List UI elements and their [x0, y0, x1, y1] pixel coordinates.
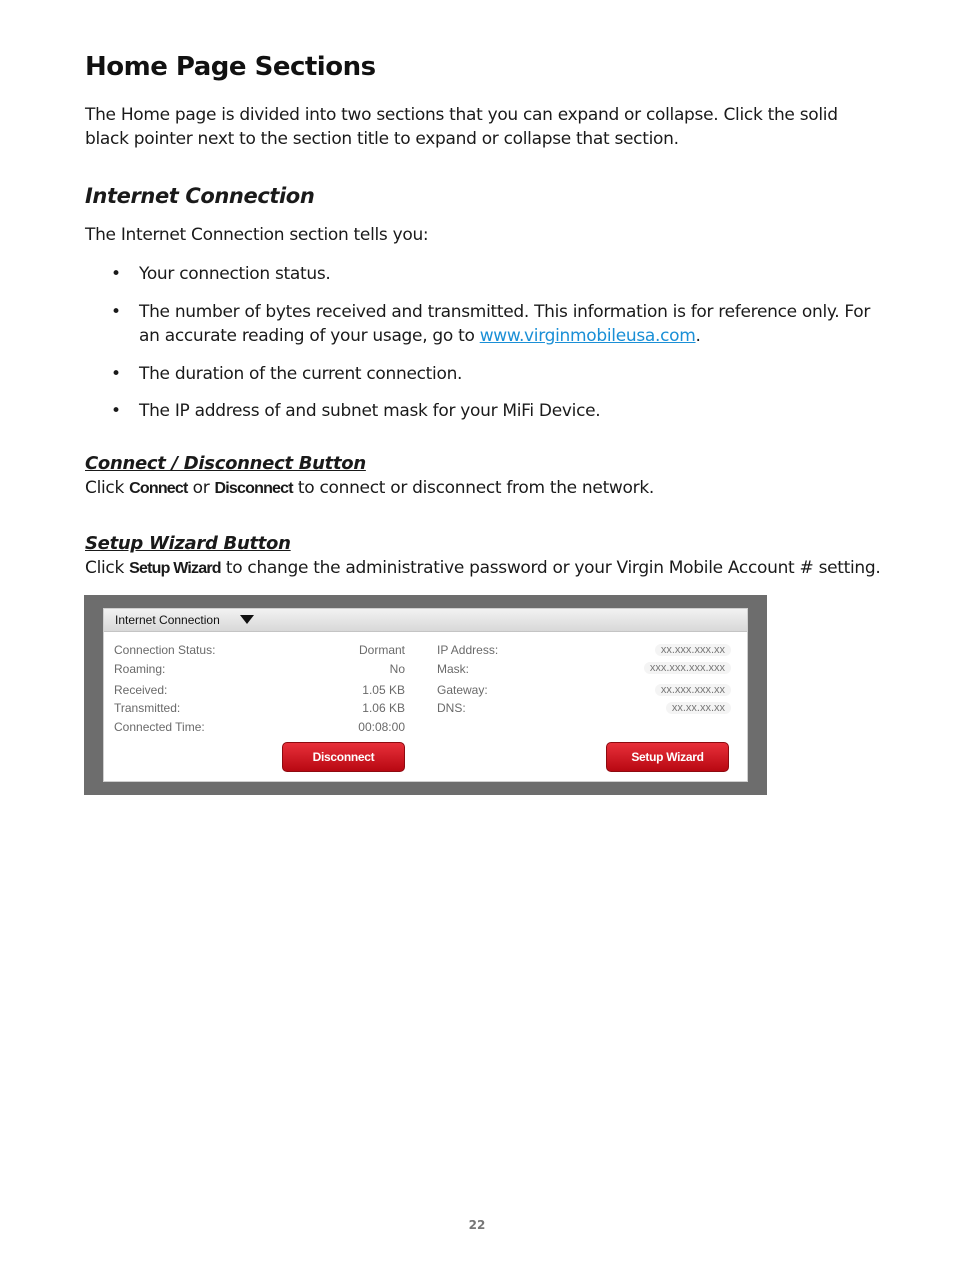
roaming-value: No — [389, 662, 405, 676]
virgin-mobile-link[interactable]: www.virginmobileusa.com — [479, 326, 696, 346]
wizard-subsection-title: Setup Wizard Button — [85, 533, 291, 554]
gateway-value: xx.xxx.xxx.xx — [655, 684, 731, 696]
wizard-subsection-body: Click Setup Wizard to change the administrative password or your Virgin Mobile Account # setting. — [85, 558, 881, 578]
caret-down-icon[interactable] — [240, 615, 254, 624]
received-label: Received: — [114, 683, 168, 697]
setup-wizard-button[interactable]: Setup Wizard — [606, 742, 729, 772]
connect-subsection-body: Click Connect or Disconnect to connect or disconnect from the network. — [85, 478, 654, 498]
disconnect-button[interactable]: Disconnect — [282, 742, 405, 772]
internet-connection-panel — [103, 608, 748, 782]
panel-title: Internet Connection — [115, 613, 220, 627]
list-item: • Your connection status. — [110, 262, 885, 286]
mask-value: xxx.xxx.xxx.xxx — [644, 662, 731, 674]
roaming-label: Roaming: — [114, 662, 166, 676]
feature-list — [110, 262, 885, 423]
connection-status-value: Dormant — [358, 643, 405, 657]
list-item: • The number of bytes received and transmitted. This information is for reference only. For an accurate reading of your usage, go to www.virginmobileusa.com. — [110, 300, 885, 348]
ip-address-label: IP Address: — [437, 643, 499, 657]
page-title: Home Page Sections — [85, 52, 376, 82]
ip-address-value: xx.xxx.xxx.xx — [655, 644, 731, 656]
dns-value: xx.xx.xx.xx — [666, 702, 731, 714]
list-item: • The IP address of and subnet mask for your MiFi Device. — [110, 399, 885, 423]
section-title: Internet Connection — [85, 184, 315, 208]
section-intro: The Internet Connection section tells you: — [85, 225, 429, 245]
page-number: 22 — [468, 1218, 486, 1232]
transmitted-value: 1.06 KB — [362, 701, 405, 715]
setup-wizard-term: Setup Wizard — [129, 560, 221, 577]
panel-header[interactable] — [104, 609, 747, 632]
connected-time-label: Connected Time: — [114, 720, 205, 734]
received-value: 1.05 KB — [362, 683, 405, 697]
mask-label: Mask: — [437, 662, 470, 676]
list-item: • The duration of the current connection. — [110, 362, 885, 386]
internet-connection-screenshot — [84, 595, 767, 795]
intro-paragraph: The Home page is divided into two sections that you can expand or collapse. Click the solid black pointer next to the section title to expand or collapse that section. — [85, 105, 838, 149]
dns-label: DNS: — [437, 701, 466, 715]
connection-status-label: Connection Status: — [114, 643, 216, 657]
gateway-label: Gateway: — [437, 683, 488, 697]
disconnect-term: Disconnect — [214, 480, 293, 497]
connect-subsection-title: Connect / Disconnect Button — [85, 453, 366, 474]
transmitted-label: Transmitted: — [114, 701, 181, 715]
connected-time-value: 00:08:00 — [358, 720, 405, 734]
connect-term: Connect — [129, 480, 188, 497]
